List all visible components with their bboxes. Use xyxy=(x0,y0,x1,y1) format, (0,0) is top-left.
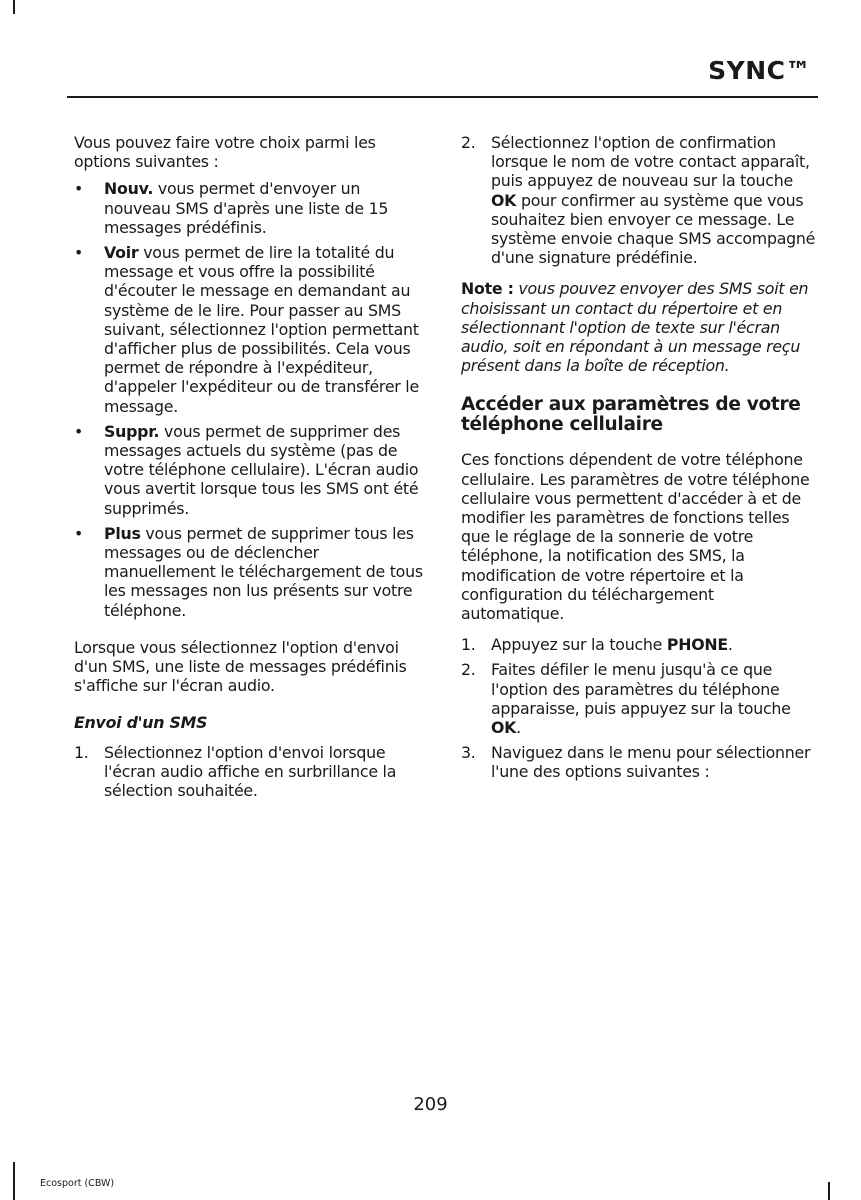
step-number: 2. xyxy=(461,133,476,152)
step-text: Sélectionnez l'option d'envoi lorsque l'écran audio affiche en surbrillance la sélection souhaitée. xyxy=(104,742,397,801)
phone-settings-steps xyxy=(461,635,817,781)
list-item xyxy=(74,243,429,416)
header-divider xyxy=(67,96,818,98)
key-label: OK xyxy=(491,718,517,738)
step-text: . xyxy=(516,718,521,738)
intro-paragraph: Vous pouvez faire votre choix parmi les options suivantes : xyxy=(74,133,376,172)
option-term: Voir xyxy=(104,243,139,263)
section-paragraph: Ces fonctions dépendent de votre téléphone cellulaire. Les paramètres de votre téléphone cellulaire vous permettent d'accéder à et de modifier les paramètres de fonctions telles que le réglage de la sonnerie de votre téléphone, la notification des SMS, la modification de votre répertoire et la configuration du téléchargement automatique. xyxy=(461,450,810,624)
option-description: vous permet de supprimer des messages actuels du système (pas de votre téléphone cellulaire). L'écran audio vous avertit lorsque tous les SMS ont été supprimés. xyxy=(104,421,419,518)
step-number: 3. xyxy=(461,743,476,763)
note-text: vous pouvez envoyer des SMS soit en choisissant un contact du répertoire et en sélectionnant l'option de texte sur l'écran audio, soit en répondant à un message reçu présent dans la boîte de réception. xyxy=(461,279,809,376)
section-heading: Accéder aux paramètres de votre téléphone cellulaire xyxy=(461,394,801,436)
send-sms-steps-continued xyxy=(461,133,817,267)
list-item xyxy=(461,660,817,737)
option-description: vous permet d'envoyer un nouveau SMS d'après une liste de 15 messages prédéfinis. xyxy=(104,179,389,237)
note-label: Note : xyxy=(461,279,514,299)
send-sms-steps xyxy=(74,743,429,801)
list-item xyxy=(461,635,817,654)
footer-model-label: Ecosport (CBW) xyxy=(40,1178,115,1189)
step-text: Naviguez dans le menu pour sélectionner l'une des options suivantes : xyxy=(491,743,811,782)
crop-mark-top-left xyxy=(13,0,15,14)
subheading-send-sms: Envoi d'un SMS xyxy=(74,713,208,733)
bullet-marker: • xyxy=(74,421,84,441)
page-number: 209 xyxy=(413,1094,448,1115)
list-item xyxy=(461,133,817,267)
note-paragraph xyxy=(461,279,817,375)
list-item xyxy=(74,524,429,620)
option-term: Plus xyxy=(104,523,141,543)
step-number: 1. xyxy=(461,635,476,655)
step-number: 2. xyxy=(461,660,476,680)
step-text: . xyxy=(727,635,733,655)
page-header-title: SYNC™ xyxy=(708,56,811,85)
list-item xyxy=(461,743,817,781)
step-text: Appuyez sur la touche xyxy=(491,635,667,655)
crop-mark-bottom-right xyxy=(828,1182,830,1200)
bullet-marker: • xyxy=(74,179,84,199)
option-term: Nouv. xyxy=(104,179,154,199)
send-sms-paragraph: Lorsque vous sélectionnez l'option d'envoi d'un SMS, une liste de messages prédéfinis s'affiche sur l'écran audio. xyxy=(74,637,407,696)
option-description: vous permet de supprimer tous les messages ou de déclencher manuellement le téléchargement de tous les messages non lus présents sur votre téléphone. xyxy=(104,523,423,620)
bullet-marker: • xyxy=(74,523,84,543)
step-number: 1. xyxy=(74,742,89,762)
step-text: Faites défiler le menu jusqu'à ce que l'option des paramètres du téléphone apparaisse, puis appuyez sur la touche xyxy=(491,660,791,718)
option-term: Suppr. xyxy=(104,421,160,441)
crop-mark-bottom-left xyxy=(13,1162,15,1200)
list-item xyxy=(74,179,429,237)
right-column xyxy=(461,133,817,800)
left-column xyxy=(74,133,429,818)
bullet-marker: • xyxy=(74,243,84,263)
options-bullet-list xyxy=(74,179,429,619)
step-text: Sélectionnez l'option de confirmation lorsque le nom de votre contact apparaît, puis appuyez de nouveau sur la touche xyxy=(491,133,810,191)
key-label: OK xyxy=(491,190,517,210)
list-item xyxy=(74,743,429,801)
option-description: vous permet de lire la totalité du message et vous offre la possibilité d'écouter le message en demandant au système de le lire. Pour passer au SMS suivant, sélectionnez l'option permettant d'afficher plus de possibilités. Cela vous permet de répondre à l'expéditeur, d'appeler l'expéditeur ou de transférer le message. xyxy=(104,243,419,416)
step-text: pour confirmer au système que vous souhaitez bien envoyer ce message. Le système envoie chaque SMS accompagné d'une signature prédéfinie. xyxy=(491,190,816,268)
list-item xyxy=(74,422,429,518)
key-label: PHONE xyxy=(666,635,728,655)
